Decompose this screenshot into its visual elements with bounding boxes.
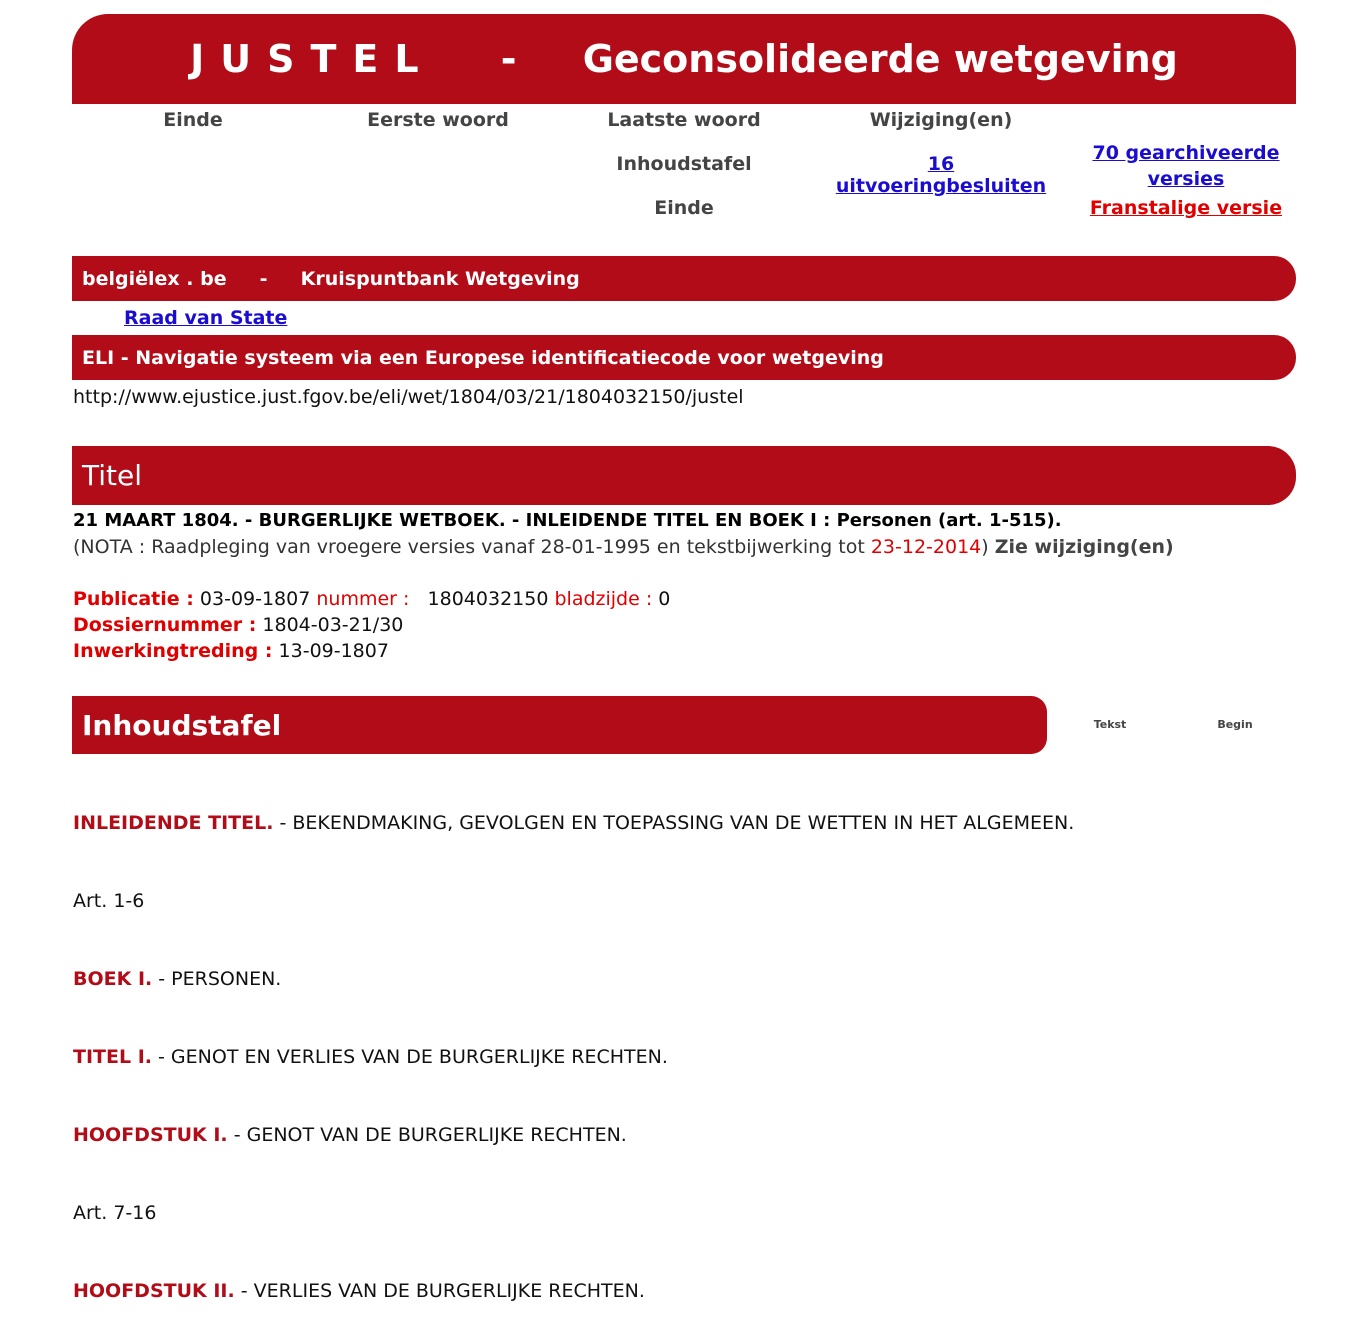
nota-date: 23-12-2014 <box>870 536 982 558</box>
publicatie-value: 03-09-1807 <box>199 588 311 610</box>
nav-einde-link-2[interactable]: Einde <box>654 197 714 219</box>
publicatie-label: Publicatie : <box>73 588 194 610</box>
inwerking-row <box>73 638 389 664</box>
raad-van-state-link[interactable]: Raad van State <box>124 307 288 329</box>
header-separator: - <box>500 37 517 81</box>
toc-list <box>73 758 1173 1330</box>
tekst-link[interactable]: Tekst <box>1093 718 1127 731</box>
toc-item[interactable] <box>73 810 1173 836</box>
nav-einde-link[interactable]: Einde <box>163 109 223 131</box>
nummer-value: 1804032150 <box>427 588 549 610</box>
nota-line <box>73 534 1174 560</box>
toc-item[interactable] <box>73 966 1173 992</box>
eli-bar <box>72 335 1296 380</box>
nummer-label: nummer : <box>316 588 410 610</box>
toc-item[interactable] <box>73 1044 1173 1070</box>
toc-item-text: - GENOT VAN DE BURGERLIJKE RECHTEN. <box>227 1124 627 1146</box>
bladzijde-label: bladzijde : <box>554 588 653 610</box>
toc-item-text: - BEKENDMAKING, GEVOLGEN EN TOEPASSING VAN DE WETTEN IN HET ALGEMEEN. <box>273 812 1075 834</box>
nav-laatste-woord-link[interactable]: Laatste woord <box>607 109 761 131</box>
zie-wijzigingen-link[interactable]: Zie wijziging(en) <box>994 536 1174 558</box>
dossier-value: 1804-03-21/30 <box>262 614 404 636</box>
nav-eerste-woord-link[interactable]: Eerste woord <box>367 109 509 131</box>
nav-inhoudstafel-link[interactable]: Inhoudstafel <box>616 153 752 175</box>
toc-item[interactable] <box>73 1278 1173 1304</box>
uitvoeringsbesluiten-link[interactable]: 16 uitvoeringbesluiten <box>835 153 1047 197</box>
eli-url: http://www.ejustice.just.fgov.be/eli/wet/1804/03/21/1804032150/justel <box>73 386 744 408</box>
belgielex-label: belgiëlex . be <box>82 267 227 290</box>
nota-prefix: (NOTA : Raadpleging van vroegere versies vanaf 28-01-1995 en tekstbijwerking tot <box>73 536 871 558</box>
french-version-link[interactable]: Franstalige versie <box>1089 197 1283 219</box>
justel-title: JUSTEL <box>190 37 435 81</box>
inwerking-value: 13-09-1807 <box>278 640 389 662</box>
toc-item-text: Art. 7-16 <box>73 1202 157 1224</box>
toc-item-head[interactable]: TITEL I. <box>73 1046 152 1068</box>
toc-item-text: Art. 1-6 <box>73 890 145 912</box>
belgielex-title: Kruispuntbank Wetgeving <box>300 267 580 290</box>
toc-item-head[interactable]: BOEK I. <box>73 968 153 990</box>
archived-versions-link[interactable]: 70 gearchiveerde versies <box>1092 142 1280 190</box>
toc-item-head[interactable]: INLEIDENDE TITEL. <box>73 812 274 834</box>
dossier-row <box>73 612 403 638</box>
dossier-label: Dossiernummer : <box>73 614 257 636</box>
begin-link[interactable]: Begin <box>1217 718 1253 731</box>
titel-heading-bar <box>72 446 1296 505</box>
toc-item[interactable] <box>73 1122 1173 1148</box>
toc-item-text: - GENOT EN VERLIES VAN DE BURGERLIJKE RECHTEN. <box>151 1046 668 1068</box>
toc-item-text: - VERLIES VAN DE BURGERLIJKE RECHTEN. <box>234 1280 645 1302</box>
toc-item-head[interactable]: HOOFDSTUK II. <box>73 1280 235 1302</box>
bladzijde-value: 0 <box>658 588 671 610</box>
belgielex-separator: - <box>259 267 268 290</box>
belgielex-bar <box>72 256 1296 301</box>
header-subtitle: Geconsolideerde wetgeving <box>582 37 1178 81</box>
law-title: 21 MAART 1804. - BURGERLIJKE WETBOEK. - INLEIDENDE TITEL EN BOEK I : Personen (art. 1-515). <box>73 510 1062 531</box>
toc-item-head[interactable]: HOOFDSTUK I. <box>73 1124 228 1146</box>
inwerking-label: Inwerkingtreding : <box>73 640 273 662</box>
toc-item[interactable] <box>73 1200 1173 1226</box>
toc-item[interactable] <box>73 888 1173 914</box>
toc-item-text: - PERSONEN. <box>152 968 282 990</box>
nav-wijzigingen-link[interactable]: Wijziging(en) <box>869 109 1013 131</box>
eli-title: ELI - Navigatie systeem via een Europese identificatiecode voor wetgeving <box>82 346 884 369</box>
publicatie-row <box>73 586 670 612</box>
toc-heading: Inhoudstafel <box>82 708 282 742</box>
nota-close: ) <box>981 536 989 558</box>
titel-heading: Titel <box>82 459 143 492</box>
toc-heading-bar <box>72 696 1047 754</box>
page-header <box>72 14 1296 104</box>
